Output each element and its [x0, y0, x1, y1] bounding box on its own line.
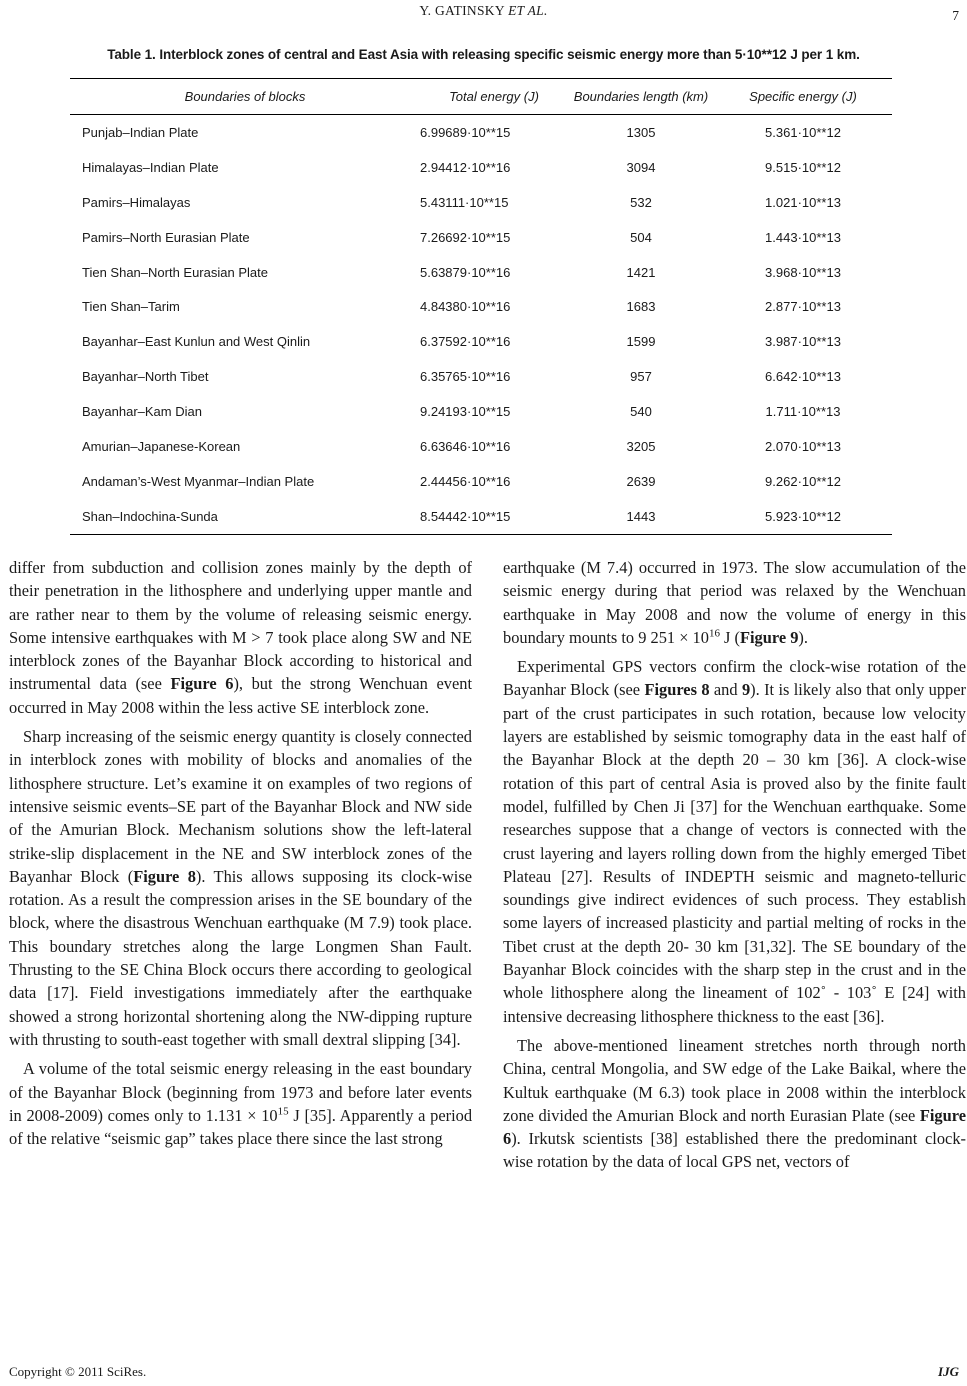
running-head-author: Y. GATINSKY	[419, 3, 505, 18]
cell-length: 957	[630, 369, 652, 385]
right-column	[503, 556, 966, 1180]
cell-total-energy: 9.24193·10**15	[420, 404, 511, 420]
running-head-et-al: ET AL.	[508, 3, 548, 18]
page-number: 7	[952, 8, 959, 23]
footer-copyright: Copyright © 2011 SciRes.	[9, 1364, 147, 1379]
cell-boundary: Andaman’s-West Myanmar–Indian Plate	[82, 473, 315, 489]
cell-length: 504	[630, 229, 652, 245]
left-column	[9, 556, 472, 1156]
cell-specific-energy: 5.923·10**12	[765, 508, 841, 524]
figure-ref: Figure 9	[739, 627, 799, 647]
cell-boundary: Shan–Indochina-Sunda	[82, 508, 218, 524]
cell-boundary: Himalayas–Indian Plate	[82, 159, 219, 175]
paragraph: The above-mentioned lineament stretches north through north China, central Mongolia, and SW edge of the Lake Baikal, where the Kultuk earthquake (M 6.3) took place in 2008 within the interblock zone divided the Amurian Block and north Eurasian Plate (see Figure 6). Irkutsk scientists [38] established there the predominant clock-wise rotation by the data of local GPS net, vectors of	[503, 1035, 966, 1172]
table-row	[70, 394, 892, 429]
table-row	[70, 464, 892, 499]
cell-total-energy: 4.84380·10**16	[420, 299, 511, 315]
cell-specific-energy: 3.968·10**13	[765, 264, 841, 280]
energy-table-grid	[70, 79, 892, 534]
cell-boundary: Amurian–Japanese-Korean	[82, 438, 241, 454]
cell-boundary: Pamirs–North Eurasian Plate	[82, 229, 250, 245]
cell-specific-energy: 1.443·10**13	[765, 229, 841, 245]
table-row	[70, 289, 892, 324]
table-header-row	[70, 79, 892, 115]
figure-ref: Figures 8	[644, 680, 710, 700]
paragraph: earthquake (M 7.4) occurred in 1973. The slow accumulation of the seismic energy during that period was relaxed by the Wenchuan earthquake in May 2008 and now the volume of energy in this boundary mounts to 9 $251 \times 10^{16}$ J (Figure 9).	[503, 558, 966, 647]
footer-journal: IJG	[938, 1364, 959, 1379]
cell-total-energy: 2.44456·10**16	[420, 473, 511, 489]
cell-specific-energy: 6.642·10**13	[765, 369, 841, 385]
cell-length: 3205	[626, 438, 656, 454]
table-row	[70, 115, 892, 150]
cell-total-energy: 5.43111·10**15	[420, 194, 509, 210]
cell-boundary: Bayanhar–East Kunlun and West Qinlin	[82, 334, 311, 350]
paragraph: A volume of the total seismic energy releasing in the east boundary of the Bayanhar Block (beginning from 1973 and before later events in 2008-2009) comes only to $1.131 \times 10^{15}$ J [35]. Apparently a period of the relative “seismic gap” takes place there since the last strong	[9, 1059, 473, 1149]
cell-specific-energy: 1.711·10**13	[765, 404, 841, 420]
figure-ref: Figure 6	[170, 674, 234, 694]
cell-length: 540	[630, 404, 652, 420]
figure-ref: Figure 6	[503, 1105, 966, 1149]
table-row	[70, 150, 892, 185]
cell-length: 1683	[626, 299, 656, 315]
paragraph: Experimental GPS vectors confirm the clock-wise rotation of the Bayanhar Block (see Figures 8 and 9). It is likely also that only upper part of the crust participates in such rotation, because low velocity layers are established by seismic tomography data in the east half of the Bayanhar Block at the depth 20 – 30 km [36]. A clock-wise rotation of this part of central Asia is proved also by the finite fault model, fulfilled by Chen Ji [37] for the Wenchuan earthquake. Some researches suppose that a change of vectors is connected with the crust layering and layers rolling down from the highly emerged Tibet Plateau [27]. Results of INDEPTH seismic and magneto-telluric soundings give indirect evidences of such process. They establish some layers of increased plasticity and partial melting of rocks in the Tibet crust at the depth 20- 30 km [31,32]. The SE boundary of the Bayanhar Block coincides with the sharp step in the crust and in the whole lithosphere along the lineament of 102˚ - 103˚ E [24] with intensive decreasing lithosphere thickness to the east [36].	[503, 657, 966, 1026]
cell-specific-energy: 3.987·10**13	[765, 334, 841, 350]
cell-boundary: Tien Shan–Tarim	[82, 299, 180, 315]
table-body	[70, 115, 892, 534]
cell-length: 1421	[626, 264, 656, 280]
cell-total-energy: 6.37592·10**16	[420, 334, 511, 350]
cell-total-energy: 6.35765·10**16	[420, 369, 511, 385]
table-row	[70, 359, 892, 394]
cell-specific-energy: 1.021·10**13	[765, 194, 841, 210]
cell-length: 1305	[626, 124, 656, 140]
cell-specific-energy: 2.877·10**13	[765, 299, 841, 315]
cell-total-energy: 6.63646·10**16	[420, 438, 511, 454]
cell-boundary: Bayanhar–North Tibet	[82, 369, 209, 385]
cell-total-energy: 7.26692·10**15	[420, 229, 511, 245]
energy-table	[70, 78, 892, 535]
running-head	[0, 3, 967, 19]
cell-total-energy: 5.63879·10**16	[420, 264, 511, 280]
cell-boundary: Punjab–Indian Plate	[82, 124, 199, 140]
table-row	[70, 220, 892, 255]
cell-boundary: Pamirs–Himalayas	[82, 194, 191, 210]
cell-specific-energy: 9.515·10**12	[765, 159, 841, 175]
col-header-boundaries: Boundaries of blocks	[70, 79, 420, 115]
exponent: 16	[708, 627, 720, 640]
table-row	[70, 185, 892, 220]
table-row	[70, 429, 892, 464]
cell-boundary: Tien Shan–North Eurasian Plate	[82, 264, 268, 280]
cell-specific-energy: 5.361·10**12	[765, 124, 841, 140]
paragraph: Sharp increasing of the seismic energy quantity is closely connected in interblock zones with mobility of blocks and anomalies of the lithosphere structure. Let’s examine it on examples of two regions of intensive seismic events–SE part of the Bayanhar Block and NW side of the Amurian Block. Mechanism solutions show the left-lateral strike-slip displacement in the NE and SW interblock zones of the Bayanhar Block (Figure 8). This allows supposing its clock-wise rotation. As a result the compression arises in the SE boundary of the block, where the disastrous Wenchuan earthquake (M 7.9) took place. This boundary stretches along the large Longmen Shan Fault. Thrusting to the SE China Block occurs there according to geological data [17]. Field investigations immediately after the earthquake showed a strong horizontal shortening along the NW-dipping rupture with thrusting to south-east together with small dextral slipping [34].	[9, 727, 472, 1049]
cell-length: 2639	[626, 473, 656, 489]
exponent: 15	[277, 1105, 289, 1118]
cell-length: 532	[630, 194, 652, 210]
cell-total-energy: 6.99689·10**15	[420, 124, 511, 140]
cell-length: 1599	[626, 334, 656, 350]
cell-total-energy: 8.54442·10**15	[420, 508, 511, 524]
cell-specific-energy: 9.262·10**12	[765, 473, 841, 489]
table-row	[70, 499, 892, 534]
cell-length: 3094	[626, 159, 656, 175]
col-header-boundaries-length: Boundaries length (km)	[568, 79, 714, 115]
table-caption: Table 1. Interblock zones of central and East Asia with releasing specific seismic energy more than 5·10**12 J per 1 km.	[107, 47, 860, 62]
paragraph: differ from subduction and collision zones mainly by the depth of their penetration in the lithosphere and underlying upper mantle and are rather near to them by the volume of releasing seismic energy. Some intensive earthquakes with M > 7 took place along SW and NE interblock zones of the Bayanhar Block according to historical and instrumental data (see Figure 6), but the strong Wenchuan event occurred in May 2008 within the less active SE interblock zone.	[9, 558, 472, 717]
cell-specific-energy: 2.070·10**13	[765, 438, 841, 454]
cell-length: 1443	[626, 508, 656, 524]
cell-total-energy: 2.94412·10**16	[420, 159, 511, 175]
figure-ref: 9	[741, 680, 751, 700]
col-header-specific-energy: Specific energy (J)	[714, 79, 892, 115]
table-row	[70, 324, 892, 359]
table-row	[70, 255, 892, 290]
figure-ref: Figure 8	[133, 866, 196, 886]
col-header-total-energy: Total energy (J)	[420, 79, 568, 115]
cell-boundary: Bayanhar–Kam Dian	[82, 404, 202, 420]
